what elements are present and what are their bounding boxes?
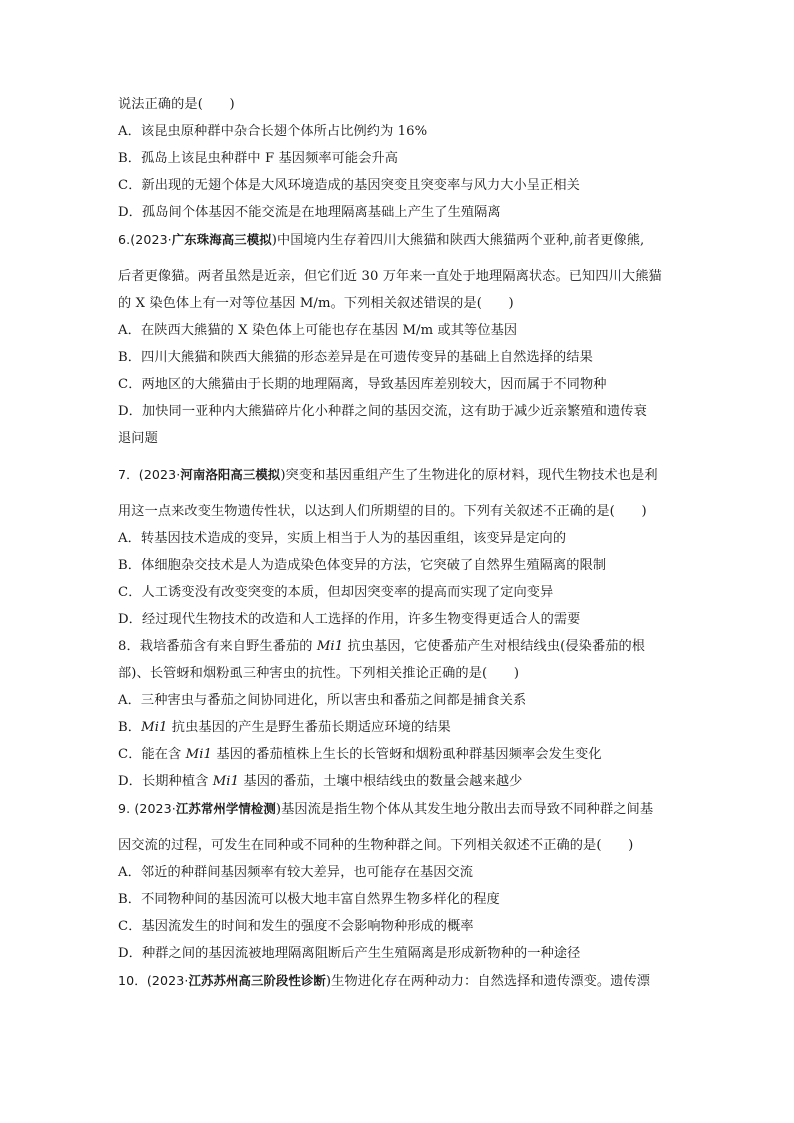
- q8-option-d-prefix: D．长期种植含: [118, 774, 213, 789]
- q10-number: 10．(2023·: [118, 973, 189, 988]
- q8-option-a: A．三种害虫与番茄之间协同进化，所以害虫和番茄之间都是捕食关系: [118, 693, 527, 708]
- q9-stem-line-2: 因交流的过程，可发生在同种或不同种的生物种群之间。下列相关叙述不正确的是( ): [118, 838, 634, 853]
- q6-option-d-line-2: 退问题: [118, 431, 158, 446]
- q8-option-c-gene: Mi1: [185, 747, 213, 762]
- q9-source: 江苏常州学情检测: [175, 801, 276, 816]
- q10-stem-line-1: [118, 972, 684, 991]
- q8-option-b-text: 抗虫基因的产生是野生番茄长期适应环境的结果: [167, 720, 451, 735]
- q6-source: 广东珠海高三模拟: [171, 232, 272, 247]
- q8-option-d: [118, 773, 684, 791]
- q8-gene-name: Mi1: [316, 639, 344, 654]
- q9-option-b: B．不同物种间的基因流可以极大地丰富自然界生物多样化的程度: [118, 892, 500, 907]
- q8-option-b-prefix: B．: [118, 720, 142, 735]
- q6-stem-line-3: 的 X 染色体上有一对等位基因 M/m。下列相关叙述错误的是( ): [118, 296, 514, 311]
- q5-stem-end: 说法正确的是( ): [118, 97, 235, 112]
- q7-option-c: C．人工诱变没有改变突变的本质，但却因突变率的提高而实现了定向变异: [118, 585, 554, 600]
- q10-stem-text-1: )生物进化存在两种动力：自然选择和遗传漂变。遗传漂: [325, 974, 651, 989]
- q5-option-b: B．孤岛上该昆虫种群中 F 基因频率可能会升高: [118, 151, 399, 166]
- q7-option-a: A．转基因技术造成的变异，实质上相当于人为的基因重组，该变异是定向的: [118, 531, 567, 546]
- q8-option-c-prefix: C．能在含: [118, 747, 186, 762]
- q7-source: 河南洛阳高三模拟: [180, 467, 281, 482]
- q9-number: 9. (2023·: [118, 801, 176, 816]
- q7-stem-text-1: )突变和基因重组产生了生物进化的原材料，现代生物技术也是利: [280, 468, 658, 483]
- q8-option-b: [118, 719, 684, 737]
- q9-option-c: C．基因流发生的时间和发生的强度不会影响物种形成的概率: [118, 919, 474, 934]
- q5-option-a: A．该昆虫原种群中杂合长翅个体所占比例约为 16%: [118, 124, 428, 139]
- q6-number: 6.(2023·: [118, 232, 172, 247]
- q8-stem-text-1a: 8．栽培番茄含有来自野生番茄的: [118, 639, 317, 654]
- q7-stem-line-1: [118, 466, 684, 485]
- q6-stem-text-1: )中国境内生存着四川大熊猫和陕西大熊猫两个亚种,前者更像熊,: [271, 233, 645, 248]
- q8-option-d-text: 基因的番茄，土壤中根结线虫的数量会越来越少: [239, 774, 523, 789]
- document-page: [118, 96, 684, 991]
- q10-source: 江苏苏州高三阶段性诊断: [188, 973, 326, 988]
- q6-option-a: A．在陕西大熊猫的 X 染色体上可能也存在基因 M/m 或其等位基因: [118, 323, 518, 338]
- q9-option-d: D．种群之间的基因流被地理隔离阻断后产生生殖隔离是形成新物种的一种途径: [118, 946, 581, 961]
- q8-option-c: [118, 746, 684, 764]
- q8-stem-line-2: 部)、长管蚜和烟粉虱三种害虫的抗性。下列相关推论正确的是( ): [118, 666, 520, 681]
- q6-option-b: B．四川大熊猫和陕西大熊猫的形态差异是在可遗传变异的基础上自然选择的结果: [118, 350, 593, 365]
- q6-option-c: C．两地区的大熊猫由于长期的地理隔离，导致基因库差别较大，因而属于不同物种: [118, 377, 607, 392]
- q9-stem-text-1: )基因流是指生物个体从其发生地分散出去而导致不同种群之间基: [275, 802, 654, 817]
- q5-option-c: C．新出现的无翅个体是大风环境造成的基因突变且突变率与风力大小呈正相关: [118, 178, 580, 193]
- q6-option-d-line-1: D．加快同一亚种内大熊猫碎片化小种群之间的基因交流，这有助于减少近亲繁殖和遗传衰: [118, 404, 647, 419]
- q9-option-a: A．邻近的种群间基因频率有较大差异，也可能存在基因交流: [118, 865, 474, 880]
- q7-option-b: B．体细胞杂交技术是人为造成染色体变异的方法，它突破了自然界生殖隔离的限制: [118, 558, 607, 573]
- q8-option-b-gene: Mi1: [141, 720, 168, 735]
- q7-option-d: D．经过现代生物技术的改造和人工选择的作用，许多生物变得更适合人的需要: [118, 612, 581, 627]
- q6-stem-line-1: [118, 231, 684, 250]
- q5-option-d: D．孤岛间个体基因不能交流是在地理隔离基础上产生了生殖隔离: [118, 205, 501, 220]
- q8-option-d-gene: Mi1: [212, 774, 240, 789]
- q8-stem-text-1b: 抗虫基因，它使番茄产生对根结线虫(侵染番茄的根: [343, 639, 646, 654]
- q8-option-c-text: 基因的番茄植株上生长的长管蚜和烟粉虱种群基因频率会发生变化: [212, 747, 602, 762]
- q9-stem-line-1: [118, 800, 684, 819]
- q7-number: 7．(2023·: [118, 467, 181, 482]
- q6-stem-line-2: 后者更像猫。两者虽然是近亲，但它们近 30 万年来一直处于地理隔离状态。已知四川大熊猫: [118, 269, 662, 284]
- q8-stem-line-1: [118, 638, 684, 656]
- q7-stem-line-2: 用这一点来改变生物遗传性状，以达到人们所期望的目的。下列有关叙述不正确的是( ): [118, 504, 647, 519]
